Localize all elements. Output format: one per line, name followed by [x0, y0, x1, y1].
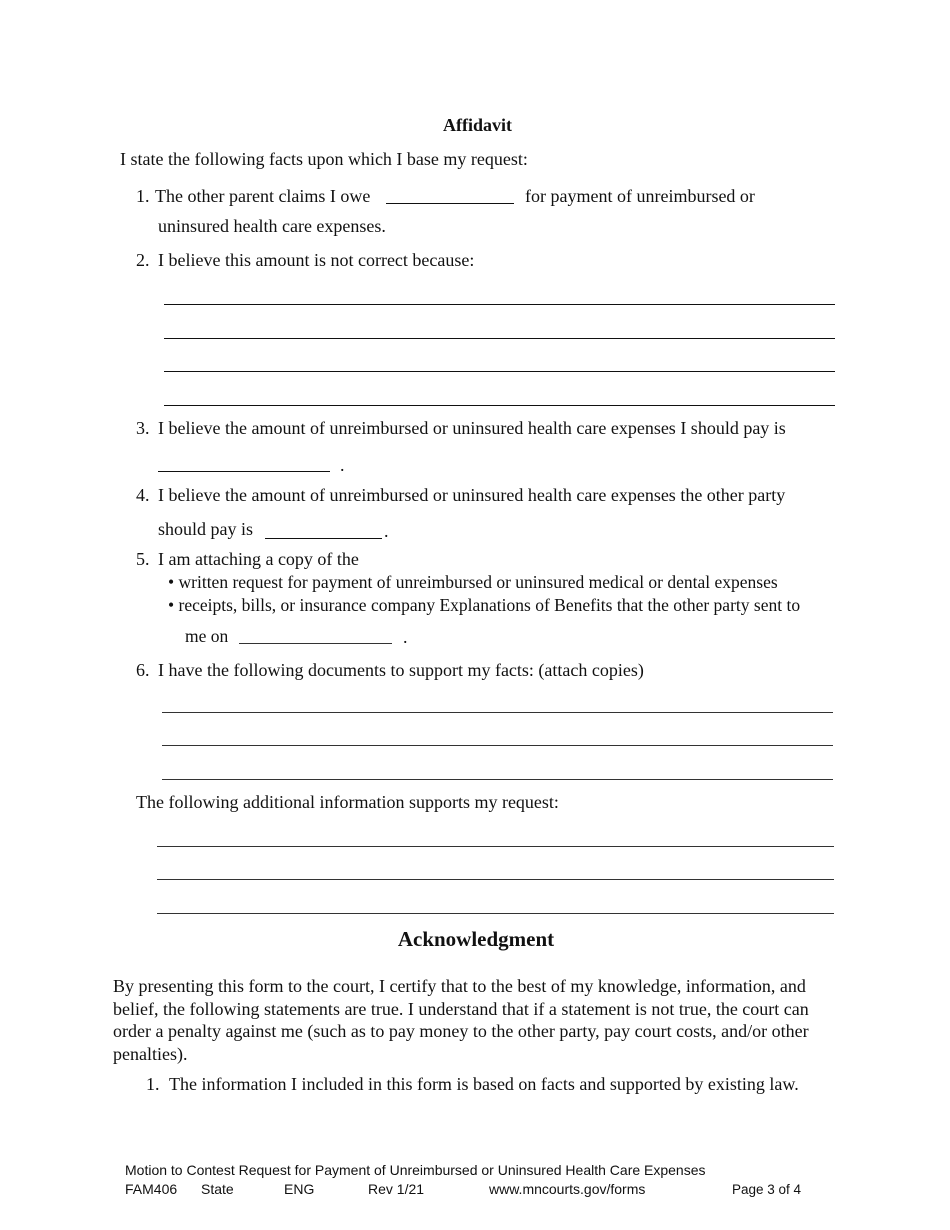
footer-form-code: FAM406	[125, 1181, 178, 1197]
date-sent-field[interactable]	[239, 643, 392, 644]
item4-text-line2: should pay is	[158, 519, 254, 539]
item1-text-after: for payment of unreimbursed or	[525, 186, 755, 206]
documents-line[interactable]	[162, 745, 833, 746]
additional-info-line[interactable]	[157, 846, 834, 847]
item1-number: 1.	[136, 186, 150, 206]
additional-info-line[interactable]	[157, 879, 834, 880]
reason-line[interactable]	[164, 338, 835, 339]
item4-end: .	[384, 521, 389, 541]
me-on-label: me on	[185, 626, 229, 646]
other-party-amount-field[interactable]	[265, 538, 382, 539]
footer-language: ENG	[284, 1181, 315, 1197]
item1-text-line2: uninsured health care expenses.	[158, 216, 386, 236]
item5-number: 5.	[136, 549, 150, 569]
ack-item1-text: The information I included in this form is based on facts and supported by existing law.	[169, 1074, 799, 1094]
item3-end: .	[340, 455, 345, 475]
footer-website-link[interactable]: www.mncourts.gov/forms	[489, 1181, 646, 1197]
item5-text: I am attaching a copy of the	[158, 549, 359, 569]
additional-info-line[interactable]	[157, 913, 834, 914]
item6-number: 6.	[136, 660, 150, 680]
my-amount-field[interactable]	[158, 471, 330, 472]
footer-page-number: Page 3 of 4	[732, 1182, 802, 1197]
item5-bullet: • written request for payment of unreimbursed or uninsured medical or dental expenses	[168, 572, 778, 592]
item2-number: 2.	[136, 250, 150, 270]
additional-info-label: The following additional information supports my request:	[136, 792, 559, 812]
affidavit-title: Affidavit	[443, 115, 512, 135]
reason-line[interactable]	[164, 371, 835, 372]
item1-text: The other parent claims I owe	[155, 186, 371, 206]
item4-text: I believe the amount of unreimbursed or uninsured health care expenses the other party	[158, 485, 786, 505]
item6-text: I have the following documents to support my facts: (attach copies)	[158, 660, 644, 680]
reason-line[interactable]	[164, 405, 835, 406]
item5-bullet: • receipts, bills, or insurance company Explanations of Benefits that the other party sent to	[168, 595, 801, 615]
affidavit-intro: I state the following facts upon which I base my request:	[120, 149, 528, 169]
documents-line[interactable]	[162, 712, 833, 713]
acknowledgment-title: Acknowledgment	[397, 927, 555, 951]
footer-jurisdiction: State	[201, 1181, 234, 1197]
ack-item1-number: 1.	[146, 1074, 160, 1094]
documents-line[interactable]	[162, 779, 833, 780]
item2-text: I believe this amount is not correct because:	[158, 250, 475, 270]
reason-line[interactable]	[164, 304, 835, 305]
footer-revision: Rev 1/21	[368, 1181, 425, 1197]
acknowledgment-paragraph: By presenting this form to the court, I certify that to the best of my knowledge, information, and belief, the following statements are true. I understand that if a statement is not true, the court can order a penalty against me (such as to pay money to the other party, pay court costs, and/or other penalties).	[113, 976, 809, 1064]
item5-end: .	[403, 627, 408, 647]
item3-number: 3.	[136, 418, 150, 438]
owed-amount-field[interactable]	[386, 203, 514, 204]
footer-form-title: Motion to Contest Request for Payment of Unreimbursed or Uninsured Health Care Expenses	[125, 1162, 706, 1178]
item3-text: I believe the amount of unreimbursed or uninsured health care expenses I should pay is	[158, 418, 786, 438]
item4-number: 4.	[136, 485, 150, 505]
